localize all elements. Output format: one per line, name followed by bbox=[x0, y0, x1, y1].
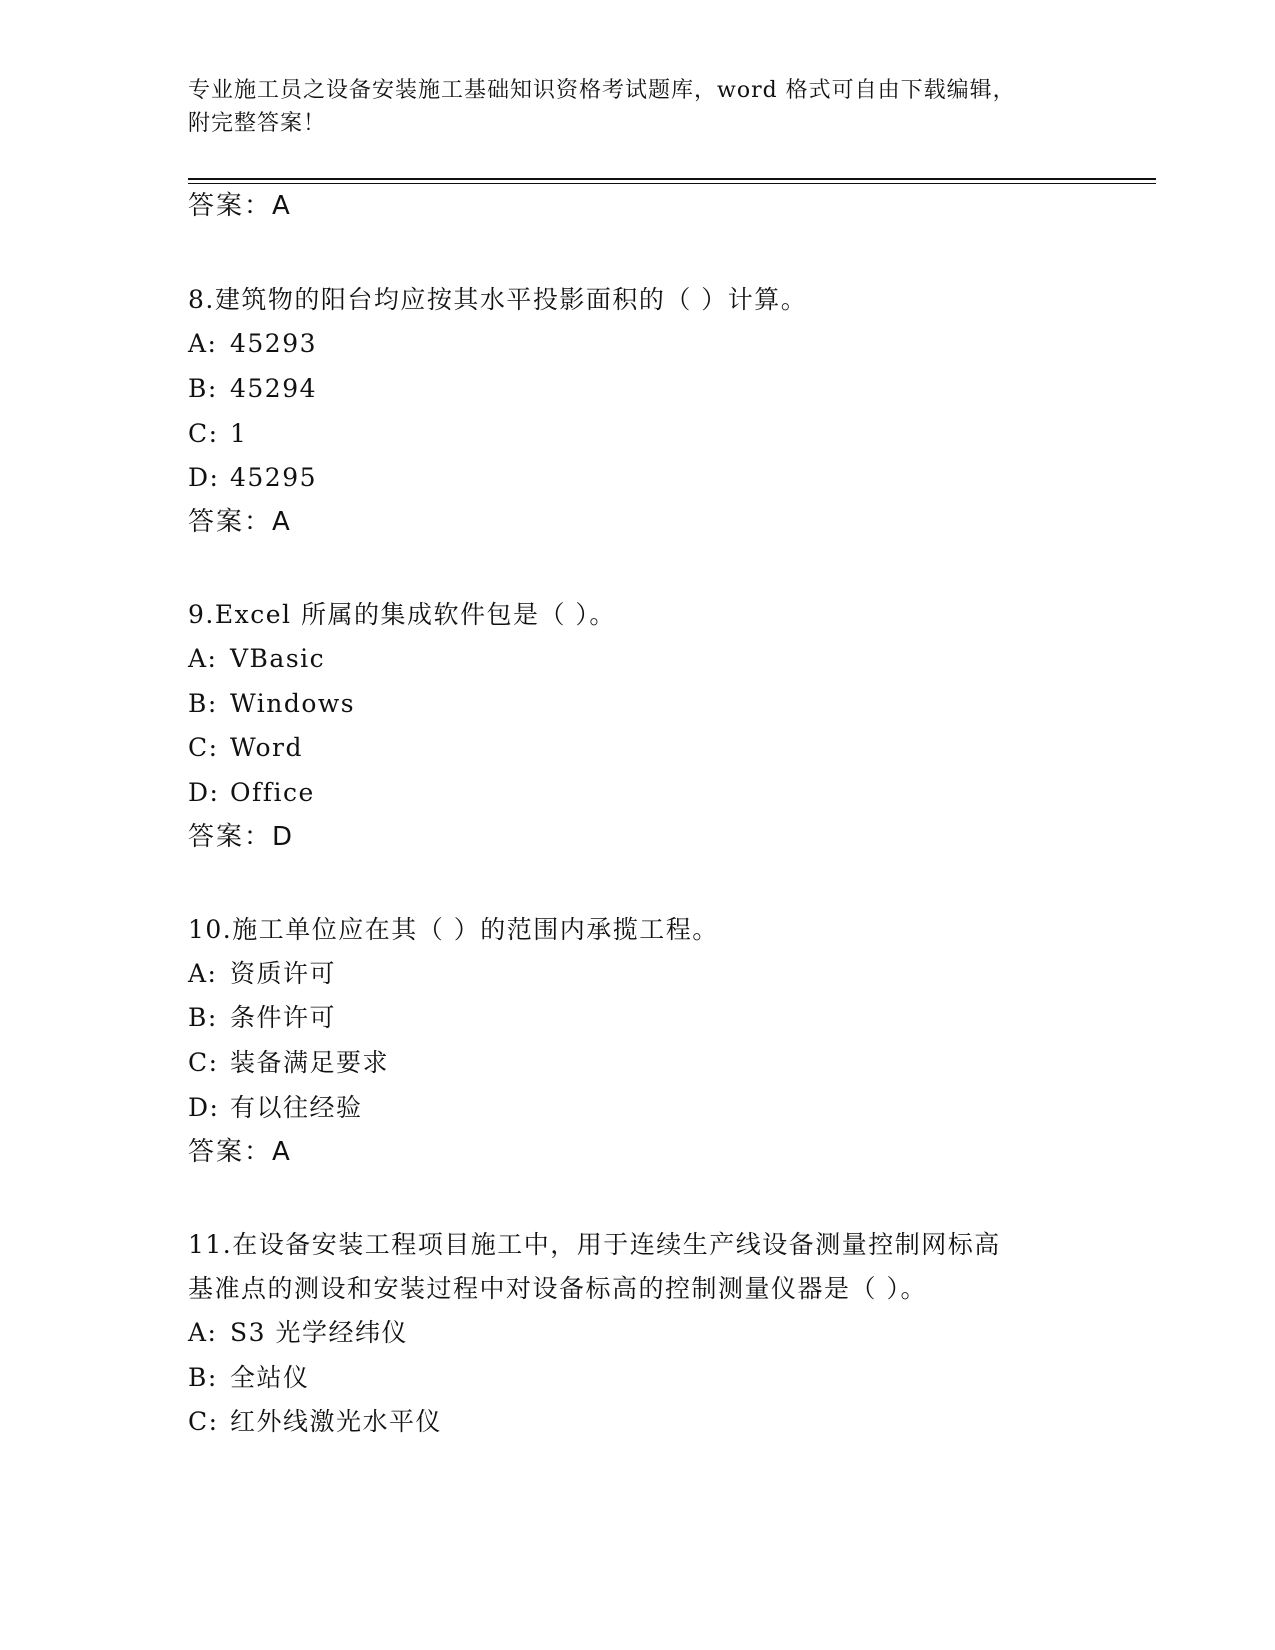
question-9-option-c bbox=[188, 732, 303, 764]
option-key: A: bbox=[188, 644, 218, 673]
question-8-option-c bbox=[188, 418, 247, 450]
option-key: A: bbox=[188, 329, 218, 358]
question-10-option-a bbox=[188, 958, 336, 990]
option-text: 45294 bbox=[230, 374, 318, 403]
question-10-text: 10.施工单位应在其（ ）的范围内承揽工程。 bbox=[188, 915, 719, 944]
question-9-answer: 答案：D bbox=[188, 822, 295, 852]
option-key: A: bbox=[188, 959, 218, 988]
header-line-2: 附完整答案！ bbox=[188, 111, 327, 136]
option-key: C: bbox=[188, 1048, 219, 1077]
question-11-option-a bbox=[188, 1317, 408, 1349]
question-9-option-b bbox=[188, 688, 355, 720]
question-11-text-line-1: 11.在设备安装工程项目施工中，用于连续生产线设备测量控制网标高 bbox=[188, 1230, 1001, 1259]
option-text: 45293 bbox=[230, 329, 318, 358]
option-key: B: bbox=[188, 374, 218, 403]
option-text: 红外线激光水平仪 bbox=[230, 1407, 443, 1436]
question-8-answer: 答案：A bbox=[188, 507, 292, 537]
option-text: VBasic bbox=[230, 644, 326, 673]
document-header bbox=[188, 74, 1068, 140]
option-text: Windows bbox=[230, 689, 356, 718]
question-8-option-a bbox=[188, 328, 317, 360]
option-key: B: bbox=[188, 1363, 218, 1392]
header-line-1: 专业施工员之设备安装施工基础知识资格考试题库，word 格式可自由下载编辑， bbox=[188, 78, 1016, 103]
question-11-option-b bbox=[188, 1362, 310, 1394]
question-8-option-b bbox=[188, 373, 317, 405]
option-key: A: bbox=[188, 1318, 218, 1347]
question-11-text-line-2: 基准点的测设和安装过程中对设备标高的控制测量仪器是（ ）。 bbox=[188, 1274, 927, 1303]
option-key: D: bbox=[188, 778, 220, 807]
option-text: Office bbox=[230, 778, 315, 807]
option-text: 资质许可 bbox=[230, 959, 337, 988]
question-10-option-c bbox=[188, 1047, 389, 1079]
question-8-text: 8.建筑物的阳台均应按其水平投影面积的（ ）计算。 bbox=[188, 285, 808, 314]
option-key: D: bbox=[188, 463, 220, 492]
header-divider-thick bbox=[188, 178, 1156, 180]
option-text: 条件许可 bbox=[230, 1003, 337, 1032]
option-text: 45295 bbox=[230, 463, 318, 492]
option-text: 1 bbox=[230, 419, 248, 448]
previous-answer: 答案：A bbox=[188, 191, 292, 221]
question-10-option-d bbox=[188, 1092, 363, 1124]
option-key: C: bbox=[188, 733, 219, 762]
header-divider-thin bbox=[188, 183, 1156, 184]
option-key: C: bbox=[188, 419, 219, 448]
question-11-option-c bbox=[188, 1406, 442, 1438]
option-key: C: bbox=[188, 1407, 219, 1436]
question-10-answer: 答案：A bbox=[188, 1137, 292, 1167]
question-9-option-d bbox=[188, 777, 315, 809]
option-text: S3 光学经纬仪 bbox=[230, 1318, 408, 1347]
option-text: Word bbox=[230, 733, 304, 762]
question-9-text: 9.Excel 所属的集成软件包是（ ）。 bbox=[188, 600, 616, 629]
option-key: D: bbox=[188, 1093, 220, 1122]
question-8-option-d bbox=[188, 462, 317, 494]
option-key: B: bbox=[188, 1003, 218, 1032]
question-10-option-b bbox=[188, 1002, 336, 1034]
question-9-option-a bbox=[188, 643, 325, 675]
option-text: 全站仪 bbox=[230, 1363, 310, 1392]
option-text: 有以往经验 bbox=[230, 1093, 363, 1122]
option-text: 装备满足要求 bbox=[230, 1048, 390, 1077]
option-key: B: bbox=[188, 689, 218, 718]
